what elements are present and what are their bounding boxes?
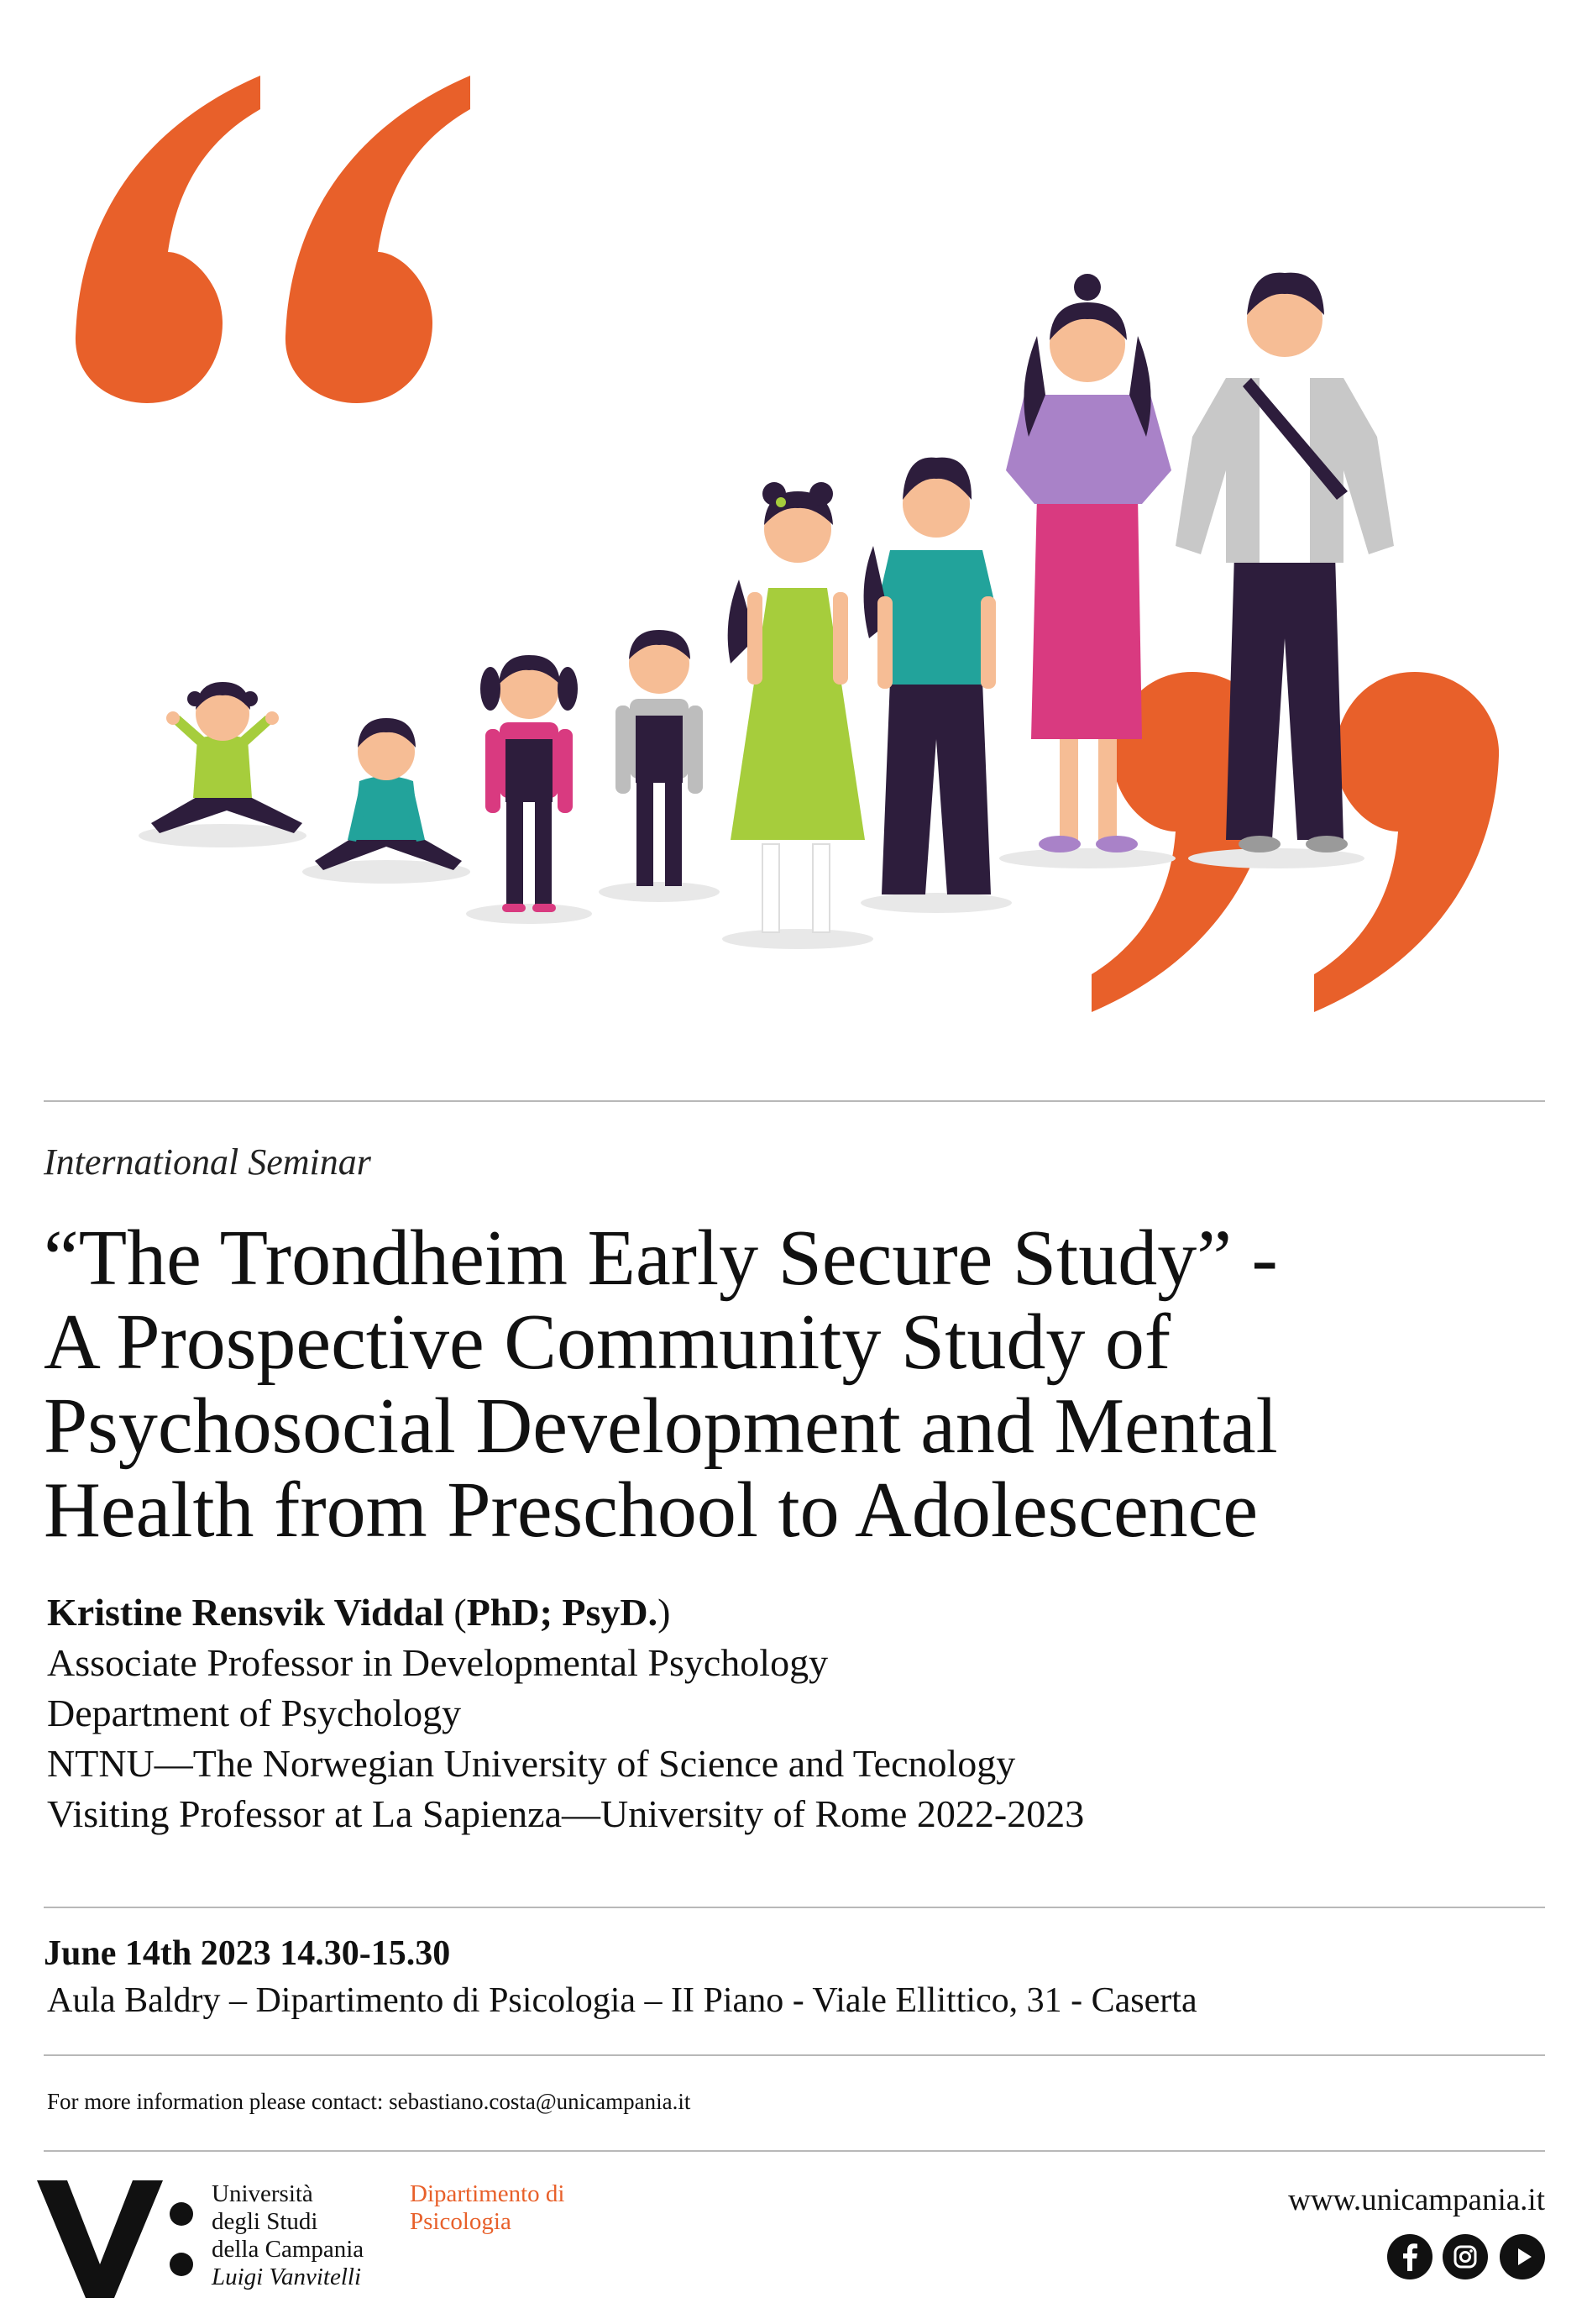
speaker-block bbox=[47, 1587, 1542, 1839]
instagram-icon[interactable] bbox=[1443, 2234, 1488, 2279]
university-logo-icon bbox=[37, 2180, 196, 2298]
event-venue: Aula Baldry – Dipartimento di Psicologia – II Piano - Viale Ellittico, 31 - Caserta bbox=[47, 1981, 1197, 2020]
department-line: Dipartimento di bbox=[410, 2180, 565, 2207]
title-line: Psychosocial Development and Mental bbox=[44, 1382, 1278, 1470]
divider-lower bbox=[44, 2054, 1545, 2056]
speaker-university: NTNU—The Norwegian University of Science and Tecnology bbox=[47, 1742, 1016, 1785]
title-line: “The Trondheim Early Secure Study” - bbox=[44, 1214, 1278, 1302]
hero-illustration bbox=[0, 0, 1587, 1033]
speaker-name-line bbox=[47, 1587, 1542, 1638]
figure-girl-green bbox=[728, 482, 865, 932]
speaker-name: Kristine Rensvik Viddal bbox=[47, 1591, 444, 1634]
degree-paren-open: ( bbox=[443, 1591, 467, 1634]
divider-top bbox=[44, 1100, 1545, 1102]
website-link[interactable]: www.unicampania.it bbox=[1288, 2183, 1545, 2217]
seminar-title bbox=[44, 1216, 1547, 1552]
university-name bbox=[212, 2180, 364, 2291]
university-line: della Campania bbox=[212, 2236, 364, 2263]
title-line: A Prospective Community Study of bbox=[44, 1298, 1171, 1386]
figure-boy-grey bbox=[615, 630, 703, 886]
figure-girl-pink bbox=[480, 655, 578, 912]
university-line: Università bbox=[212, 2180, 313, 2207]
speaker-department: Department of Psychology bbox=[47, 1692, 462, 1734]
university-line: degli Studi bbox=[212, 2208, 318, 2235]
contact-info: For more information please contact: sebastiano.costa@unicampania.it bbox=[47, 2089, 691, 2114]
divider-footer bbox=[44, 2150, 1545, 2152]
facebook-icon[interactable] bbox=[1387, 2234, 1432, 2279]
event-date: June 14th 2023 14.30-15.30 bbox=[44, 1934, 451, 1973]
seminar-label: International Seminar bbox=[44, 1141, 371, 1183]
figure-toddler-teal bbox=[315, 718, 462, 870]
figure-boy-teal bbox=[864, 458, 996, 894]
speaker-role: Associate Professor in Developmental Psychology bbox=[47, 1641, 829, 1684]
open-quote-icon bbox=[76, 76, 470, 403]
department-name bbox=[410, 2180, 564, 2236]
speaker-degrees: PhD; PsyD. bbox=[466, 1591, 658, 1634]
department-line: Psicologia bbox=[410, 2208, 511, 2235]
divider-middle bbox=[44, 1907, 1545, 1908]
youtube-icon[interactable] bbox=[1500, 2234, 1545, 2279]
university-line-italic: Luigi Vanvitelli bbox=[212, 2264, 362, 2290]
title-line: Health from Preschool to Adolescence bbox=[44, 1466, 1259, 1554]
speaker-visiting: Visiting Professor at La Sapienza—University of Rome 2022-2023 bbox=[47, 1792, 1085, 1835]
figure-baby-green bbox=[151, 682, 302, 833]
degree-paren-close: ) bbox=[657, 1591, 671, 1634]
